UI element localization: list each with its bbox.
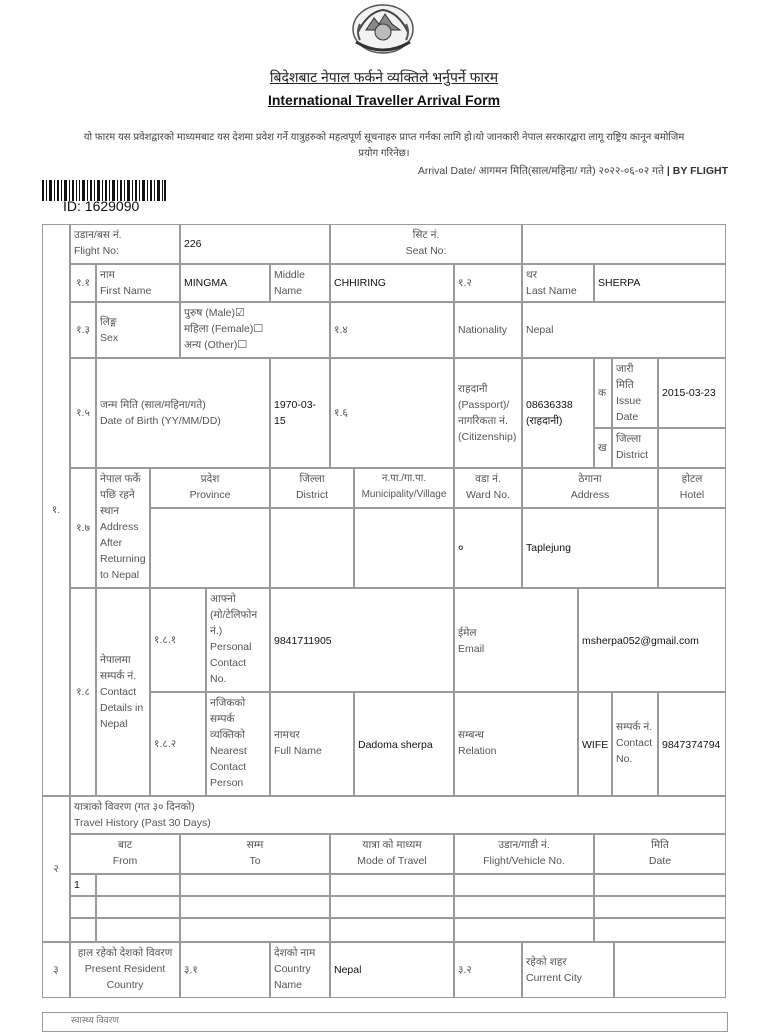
sex-option-female[interactable]: [184, 321, 326, 337]
item-1-8-2-number: [150, 692, 206, 796]
arrival-date-label: Arrival Date/ आगमन मिति(साल/महिना/ गते) २०२२-०६-०२ गते: [417, 165, 664, 177]
country-name-label: [270, 942, 330, 998]
nearest-label-5: Contact: [210, 761, 247, 773]
email-np: ईमेल: [458, 627, 477, 639]
sex-option-male[interactable]: [184, 305, 326, 321]
addr-label-1: नेपाल फर्के: [100, 473, 141, 485]
fullname-np: नामथर: [274, 729, 300, 741]
nationality-field[interactable]: [522, 302, 726, 358]
item-1-3-number: [70, 302, 96, 358]
nearest-label-3: व्यक्तिको: [210, 729, 245, 741]
contactno-np: सम्पर्क नं.: [616, 721, 653, 733]
to-header: [180, 834, 330, 874]
email-value: msherpa052@gmail.com: [582, 635, 699, 647]
first-name-np: नाम: [100, 269, 115, 281]
hotel-en: Hotel: [679, 489, 705, 501]
last-name-label: [522, 264, 594, 302]
travel-row-2-from[interactable]: [96, 896, 180, 918]
address-header: [522, 468, 658, 508]
fvno-en: Flight/Vehicle No.: [483, 855, 565, 867]
travel-row-2-date[interactable]: [594, 896, 726, 918]
travel-en: Travel History (Past 30 Days): [74, 817, 211, 829]
dob-value: 1970-03-15: [274, 399, 317, 427]
travel-row-2-flight[interactable]: [454, 896, 594, 918]
checkbox-empty-icon[interactable]: ☐: [253, 323, 264, 335]
district-en: District: [616, 449, 649, 461]
sex-other-label: अन्य (Other): [184, 339, 238, 351]
personal-label-5: Contact: [210, 657, 247, 669]
from-np: बाट: [117, 839, 132, 851]
seat-label-en: Seat No:: [405, 245, 447, 257]
issue-en-2: Date: [616, 411, 639, 423]
province-header: [150, 468, 270, 508]
passport-label: [454, 358, 522, 468]
travel-row-2-to[interactable]: [180, 896, 330, 918]
checkbox-empty-icon[interactable]: ☐: [237, 339, 248, 351]
personal-label-4: Personal: [210, 641, 252, 653]
hotel-np: होटल: [681, 473, 703, 485]
sex-female-label: महिला (Female): [184, 323, 254, 335]
travel-row-3-flight[interactable]: [454, 918, 594, 942]
resident-en-1: Present Resident: [84, 963, 166, 975]
issue-np-1: जारी: [616, 363, 634, 375]
checkbox-checked-icon[interactable]: ☑: [234, 307, 245, 319]
item-1-4-number: [330, 302, 454, 358]
contact-label-5: Nepal: [100, 718, 128, 730]
fullname-value: Dadoma sherpa: [358, 739, 433, 751]
addr-label-7: to Nepal: [100, 569, 140, 581]
relation-en: Relation: [458, 745, 497, 757]
passport-label-1: राहदानी: [458, 383, 488, 395]
contact-label-2: सम्पर्क नं.: [100, 670, 137, 682]
travel-np: यात्राको विवरण (गत ३० दिनको): [74, 801, 195, 813]
from-header: [70, 834, 180, 874]
passport-label-2: (Passport)/: [458, 399, 510, 411]
contact-details-label: [96, 588, 150, 796]
item-1-6-number: [330, 358, 454, 468]
first-name-en: First Name: [100, 285, 152, 297]
personal-label-3: नं.): [210, 625, 223, 637]
ka-text: क: [598, 387, 607, 399]
city-np: रहेको शहर: [526, 956, 567, 968]
sex-male-label: पुरुष (Male): [184, 307, 235, 319]
muni-np: न.पा./गा.पा.: [381, 473, 427, 484]
travel-row-3-date[interactable]: [594, 918, 726, 942]
n32-text: ३.२: [458, 964, 472, 976]
form-title-english: International Traveller Arrival Form: [267, 92, 501, 108]
date-en: Date: [648, 855, 672, 867]
travel-row-3-from[interactable]: [96, 918, 180, 942]
sex-label: [96, 302, 180, 358]
item-3-1-number: [180, 942, 270, 998]
nearest-label-1: नजिकको: [210, 697, 246, 709]
middle-name-label: [270, 264, 330, 302]
contact-no-label: [612, 692, 658, 796]
mode-en: Mode of Travel: [357, 855, 427, 867]
contact-no-field[interactable]: [658, 692, 726, 796]
sec3-num-text: ३: [53, 964, 59, 976]
address-value: Taplejung: [526, 542, 571, 554]
n15-text: १.५: [76, 407, 90, 419]
hotel-field[interactable]: [658, 508, 726, 588]
dob-en: Date of Birth (YY/MM/DD): [100, 415, 221, 427]
last-name-en: Last Name: [526, 285, 577, 297]
n13-text: १.३: [76, 324, 90, 336]
ward-en: Ward No.: [466, 489, 510, 501]
contactno-en-2: No.: [616, 753, 633, 765]
next-section-text: स्वास्थ्य विवरण: [71, 1015, 119, 1025]
addr-label-5: After: [100, 537, 123, 549]
flight-vehicle-header: [454, 834, 594, 874]
contactno-en-1: Contact: [616, 737, 653, 749]
nearest-contact-label: [206, 692, 270, 796]
n12-text: १.२: [458, 277, 472, 289]
last-name-field[interactable]: [594, 264, 726, 302]
ward-field[interactable]: [454, 508, 522, 588]
arrival-mode: | BY FLIGHT: [664, 165, 728, 177]
ward-np: वडा नं.: [475, 473, 501, 485]
row1-num-text: 1: [74, 879, 80, 891]
n11-text: १.१: [76, 277, 90, 289]
fullname-en: Full Name: [274, 745, 322, 757]
travel-row-3-number: [70, 918, 96, 942]
travel-history-header: [70, 796, 726, 834]
address-district-header: [270, 468, 354, 508]
item-1-5-number: [70, 358, 96, 468]
section-1-number: [42, 224, 70, 796]
form-title-nepali: बिदेशबाट नेपाल फर्कने व्यक्तिले भर्नुपर्ने फारम: [269, 69, 499, 85]
last-name-np: थर: [526, 269, 538, 281]
addr-label-2: पछि रहने: [100, 489, 135, 501]
province-np: प्रदेश: [200, 473, 220, 485]
last-name-value: SHERPA: [598, 277, 641, 289]
passport-field[interactable]: [522, 358, 594, 468]
address-en: Address: [570, 489, 610, 501]
travel-row-1-mode[interactable]: [330, 874, 454, 896]
personal-contact-label: [206, 588, 270, 692]
n14-text: १.४: [334, 324, 348, 336]
nearest-label-4: Nearest: [210, 745, 247, 757]
district-field[interactable]: [658, 428, 726, 468]
ka-marker: [594, 358, 612, 428]
country-name-field[interactable]: [330, 942, 454, 998]
n181-text: १.८.१: [154, 634, 177, 646]
section-2-number: [42, 796, 70, 942]
address-district-field[interactable]: [270, 508, 354, 588]
adistrict-en: District: [295, 489, 329, 501]
travel-row-3-mode[interactable]: [330, 918, 454, 942]
contactno-value: 9847374794: [662, 739, 721, 751]
relation-field[interactable]: [578, 692, 612, 796]
passport-value: 08636338: [526, 399, 573, 411]
full-name-field[interactable]: [354, 692, 454, 796]
dob-label: [96, 358, 270, 468]
ward-value: ०: [458, 542, 464, 554]
item-1-7-number: [70, 468, 96, 588]
travel-row-1-to[interactable]: [180, 874, 330, 896]
address-after-label: [96, 468, 150, 588]
intro-text: [40, 130, 728, 162]
section-3-number: [42, 942, 70, 998]
addr-label-4: Address: [100, 521, 139, 533]
email-field[interactable]: [578, 588, 726, 692]
section-1-number-text: १.: [51, 504, 61, 516]
resident-np: हाल रहेको देशको विवरण: [77, 947, 173, 959]
resident-en-2: Country: [106, 979, 144, 991]
travel-row-1-date[interactable]: [594, 874, 726, 896]
travel-row-1-from[interactable]: [96, 874, 180, 896]
issue-date-value: 2015-03-23: [662, 387, 716, 399]
nationality-value: Nepal: [526, 324, 554, 336]
seat-no-label: [330, 224, 522, 264]
present-resident-label: [70, 942, 180, 998]
flight-label-np: उडान/बस नं.: [74, 229, 122, 241]
n182-text: १.८.२: [154, 738, 177, 750]
province-field[interactable]: [150, 508, 270, 588]
arrival-date-line: [418, 164, 728, 178]
address-field[interactable]: [522, 508, 658, 588]
middle-name-field[interactable]: [330, 264, 454, 302]
full-name-label: [270, 692, 354, 796]
kha-text: ख: [598, 442, 607, 454]
n16-text: १.६: [334, 407, 348, 419]
sex-option-other[interactable]: [184, 337, 326, 353]
sex-options: [180, 302, 330, 358]
passport-type: (राहदानी): [526, 415, 563, 427]
kha-marker: [594, 428, 612, 468]
current-city-field[interactable]: [614, 942, 726, 998]
personal-contact-field[interactable]: [270, 588, 454, 692]
country-np: देशको नाम: [274, 947, 316, 959]
travel-row-3-to[interactable]: [180, 918, 330, 942]
municipality-header: [354, 468, 454, 508]
muni-en: Municipality/Village: [361, 489, 447, 500]
issue-np-2: मिति: [616, 379, 634, 391]
relation-value: WIFE: [582, 739, 609, 751]
nearest-label-6: Person: [210, 777, 244, 789]
item-3-2-number: [454, 942, 522, 998]
issue-date-field[interactable]: [658, 358, 726, 428]
personal-label-1: आफ्नो: [210, 593, 236, 605]
flight-no-field[interactable]: [180, 224, 330, 264]
sex-np: लिङ्ग: [100, 316, 117, 328]
date-np: मिति: [651, 839, 669, 851]
travel-row-2-mode[interactable]: [330, 896, 454, 918]
district-label: [612, 428, 658, 468]
sex-en: Sex: [100, 332, 119, 344]
email-label: [454, 588, 578, 692]
nationality-label-text: Nationality: [458, 324, 508, 336]
country-value: Nepal: [334, 964, 362, 976]
adistrict-np: जिल्ला: [299, 473, 325, 485]
sec2-num-text: २: [53, 863, 59, 875]
passport-label-4: (Citizenship): [458, 431, 517, 443]
n31-text: ३.१: [184, 964, 198, 976]
middle-name-value: CHHIRING: [334, 277, 386, 289]
nearest-label-2: सम्पर्क: [210, 713, 235, 725]
item-1-2-number: [454, 264, 522, 302]
country-en-1: Country: [274, 963, 311, 975]
mode-header: [330, 834, 454, 874]
travel-row-1-flight[interactable]: [454, 874, 594, 896]
contact-label-4: Details in: [100, 702, 144, 714]
city-en: Current City: [526, 972, 583, 984]
addr-label-3: स्थान: [100, 505, 120, 517]
form-id: ID: 1629090: [63, 198, 140, 214]
dob-field[interactable]: [270, 358, 330, 468]
flight-label-en: Flight No:: [74, 245, 119, 257]
addr-label-6: Returning: [100, 553, 146, 565]
personal-contact-value: 9841711905: [274, 635, 332, 647]
issue-en-1: Issue: [616, 395, 642, 407]
n17-text: १.७: [76, 522, 90, 534]
seat-no-field[interactable]: [522, 224, 726, 264]
to-en: To: [249, 855, 261, 867]
nationality-label: [454, 302, 522, 358]
intro-line-2: प्रयोग गरिनेछ।: [358, 148, 410, 159]
municipality-field[interactable]: [354, 508, 454, 588]
dob-np: जन्म मिति (साल/महिना/गते): [100, 399, 206, 411]
relation-np: सम्बन्ध: [458, 729, 484, 741]
n18-text: १.८: [76, 686, 90, 698]
next-section-header: [42, 1012, 728, 1032]
flight-no-value: 226: [184, 238, 202, 250]
address-np: ठेगाना: [578, 473, 602, 485]
district-np: जिल्ला: [616, 433, 642, 445]
current-city-label: [522, 942, 614, 998]
contact-label-1: नेपालमा: [100, 654, 131, 666]
email-en: Email: [458, 643, 485, 655]
personal-label-2: (मो/टेलिफोन: [210, 609, 258, 621]
to-np: सम्म: [246, 839, 264, 851]
flight-no-label: [70, 224, 180, 264]
issue-date-label: [612, 358, 658, 428]
intro-line-1: यो फारम यस प्रवेशद्वारको माध्यमबाट यस देशमा प्रवेश गर्ने यात्रुहरुको महत्वपूर्ण सूचनाहरु प्राप्त गर्नका लागि हो।यो जानकारी नेपाल सरकारद्वारा लागू राष्ट्रिय कानून बमोजिम: [83, 132, 685, 143]
fvno-np: उडान/गाडी नं.: [498, 839, 550, 851]
nepal-emblem-icon: [348, 2, 418, 56]
relation-label: [454, 692, 578, 796]
contact-label-3: Contact: [100, 686, 137, 698]
ward-header: [454, 468, 522, 508]
item-1-1-number: [70, 264, 96, 302]
date-header: [594, 834, 726, 874]
first-name-label: [96, 264, 180, 302]
personal-label-6: No.: [210, 673, 227, 685]
country-en-2: Name: [274, 979, 303, 991]
item-1-8-1-number: [150, 588, 206, 692]
first-name-field[interactable]: [180, 264, 270, 302]
middle-name-label-text: Middle Name: [274, 269, 305, 297]
from-en: From: [112, 855, 138, 867]
passport-label-3: नागरिकता नं.: [458, 415, 508, 427]
item-1-8-number: [70, 588, 96, 796]
mode-np: यात्रा को माध्यम: [362, 839, 422, 851]
travel-row-2-number: [70, 896, 96, 918]
travel-row-1-number: [70, 874, 96, 896]
seat-label-np: सिट नं.: [412, 229, 440, 241]
first-name-value: MINGMA: [184, 277, 228, 289]
province-en: Province: [189, 489, 231, 501]
hotel-header: [658, 468, 726, 508]
